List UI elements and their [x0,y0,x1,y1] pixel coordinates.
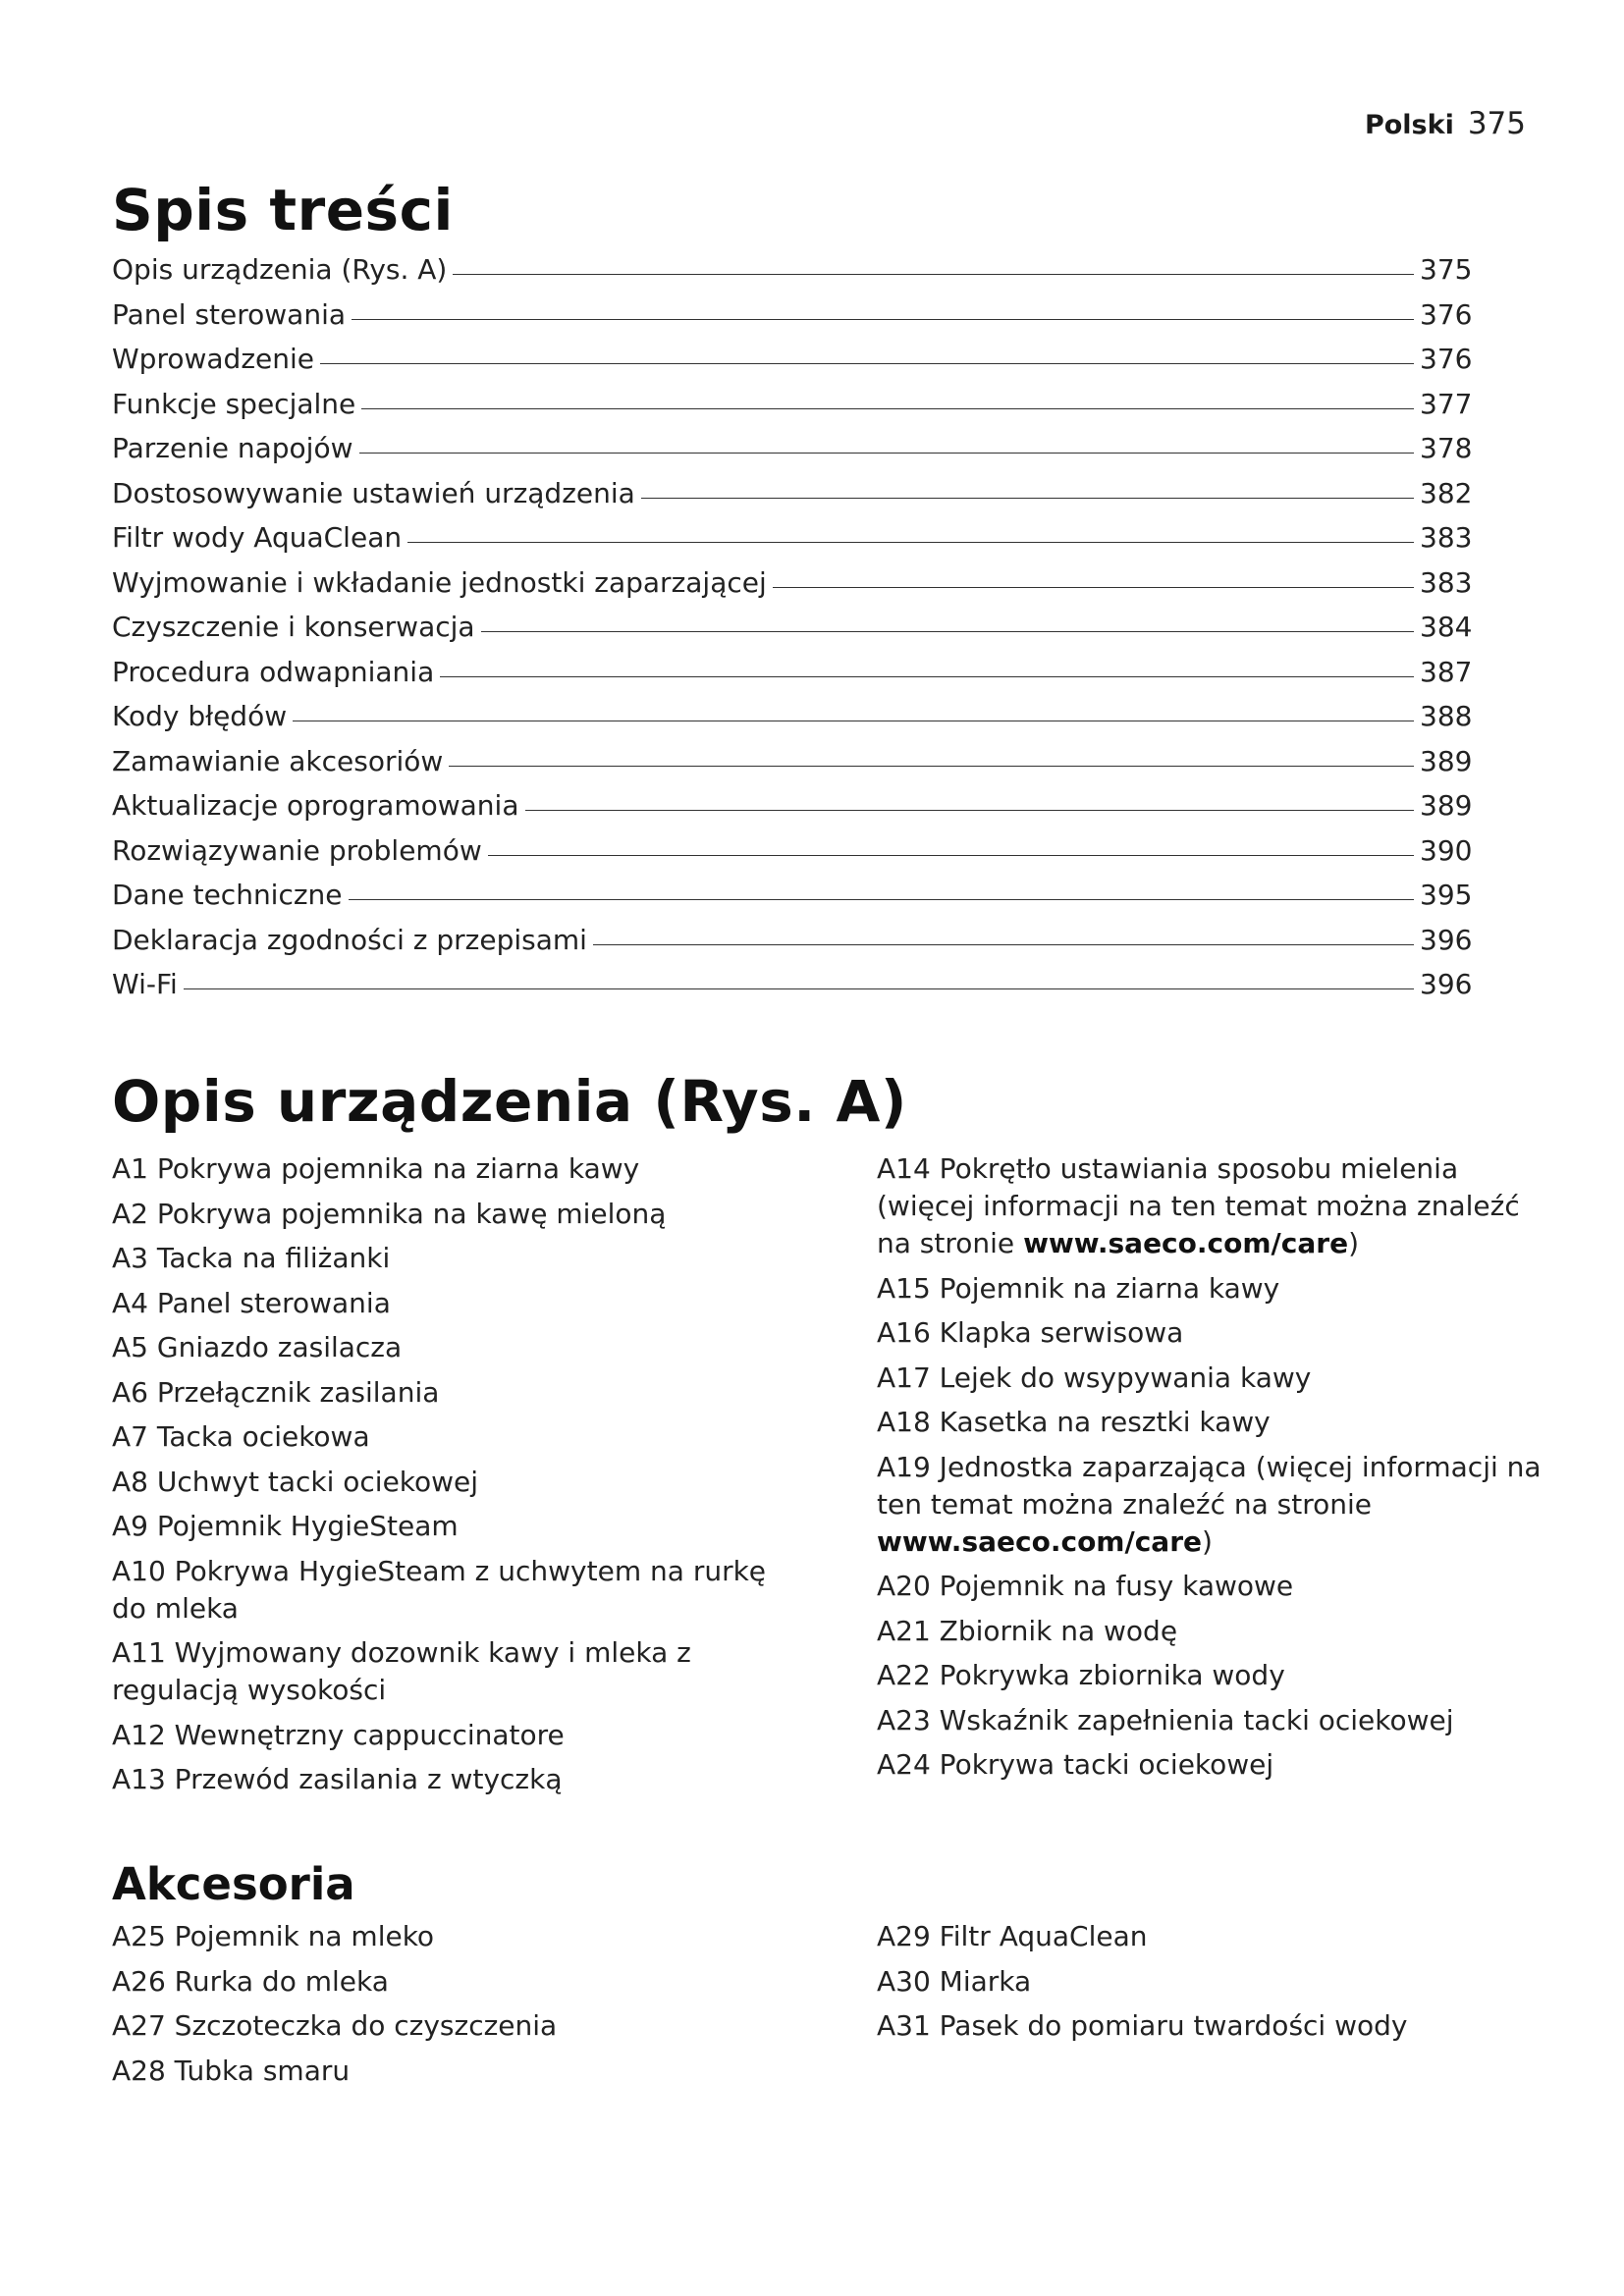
toc-entry-page: 383 [1420,565,1473,599]
toc-entry-title: Procedura odwapniania [112,655,435,688]
toc-entry-title: Kody błędów [112,700,288,732]
toc-heading: Spis treści [112,177,454,243]
toc-entry [112,566,1477,612]
part-item: A9 Pojemnik HygieSteam [112,1510,459,1542]
toc-leader [320,363,1414,364]
toc-entry [112,477,1477,522]
toc-leader [359,453,1415,454]
toc-leader [407,542,1414,543]
accessory-item: A28 Tubka smaru [112,2054,351,2087]
accessory-item: A25 Pojemnik na mleko [112,1920,435,1952]
toc-entry-title: Czyszczenie i konserwacja [112,611,475,643]
toc-entry [112,834,1477,880]
toc-leader [449,766,1414,767]
table-of-contents [112,253,1477,1013]
toc-entry-page: 383 [1420,521,1473,554]
toc-entry [112,879,1477,924]
toc-leader [352,319,1414,320]
saeco-care-link[interactable]: www.saeco.com/care [1023,1227,1349,1259]
toc-leader [641,498,1414,499]
part-text-end: ) [1202,1524,1213,1558]
toc-leader [440,676,1414,677]
part-item: A10 Pokrywa HygieSteam z uchwytem na rurkę do mleka [112,1554,767,1625]
part-item: A16 Klapka serwisowa [877,1316,1184,1349]
accessory-item: A30 Miarka [877,1964,1032,1998]
toc-entry-page: 389 [1420,744,1473,777]
part-item: A13 Przewód zasilania z wtyczką [112,1763,563,1795]
toc-entry-title: Deklaracja zgodności z przepisami [112,923,587,956]
toc-entry-page: 384 [1420,611,1473,643]
running-header [1365,106,1526,141]
toc-entry-title: Funkcje specjalne [112,387,356,420]
toc-entry-page: 375 [1420,253,1473,286]
toc-entry-page: 390 [1420,833,1473,867]
part-item: A4 Panel sterowania [112,1286,391,1319]
part-text-end: ) [1348,1227,1359,1259]
part-item: A18 Kasetka na resztki kawy [877,1406,1271,1438]
part-item: A1 Pokrywa pojemnika na ziarna kawy [112,1152,640,1185]
accessories-heading: Akcesoria [112,1858,355,1910]
toc-leader [349,899,1414,900]
toc-entry [112,611,1477,656]
toc-leader [184,988,1414,989]
toc-entry-page: 387 [1420,655,1473,688]
overview-left-column [112,1150,799,1806]
toc-entry-title: Parzenie napojów [112,432,353,464]
toc-entry [112,656,1477,701]
toc-entry [112,388,1477,433]
part-text: A19 Jednostka zaparzająca (więcej informacji na ten temat można znaleźć na stronie [877,1450,1542,1521]
toc-entry-page: 376 [1420,343,1473,375]
toc-entry-page: 395 [1420,879,1473,911]
toc-entry-page: 382 [1420,476,1473,509]
toc-entry [112,789,1477,834]
toc-leader [453,274,1414,275]
toc-leader [525,810,1415,811]
page-number: 375 [1467,106,1526,141]
part-item: A17 Lejek do wsypywania kawy [877,1361,1312,1394]
language-label: Polski [1364,110,1454,140]
part-item: A22 Pokrywka zbiornika wody [877,1659,1285,1691]
accessories-right-column [877,1918,1544,2053]
toc-entry-page: 389 [1420,789,1473,822]
saeco-care-link[interactable]: www.saeco.com/care [877,1524,1202,1558]
part-item-a14 [877,1150,1544,1262]
toc-entry-title: Filtr wody AquaClean [112,521,403,554]
part-item: A20 Pojemnik na fusy kawowe [877,1570,1294,1602]
part-item-a19 [877,1449,1544,1561]
part-item: A5 Gniazdo zasilacza [112,1331,403,1363]
toc-entry [112,745,1477,790]
toc-leader [488,855,1414,856]
toc-entry-page: 377 [1420,387,1473,420]
overview-right-column [877,1150,1544,1791]
part-item: A7 Tacka ociekowa [112,1420,370,1453]
part-item: A2 Pokrywa pojemnika na kawę mieloną [112,1197,667,1230]
toc-entry [112,253,1477,298]
part-item: A23 Wskaźnik zapełnienia tacki ociekowej [877,1703,1454,1736]
accessories-left-column [112,1918,799,2097]
accessory-item: A31 Pasek do pomiaru twardości wody [877,2009,1408,2042]
toc-entry-title: Rozwiązywanie problemów [112,833,482,867]
part-item: A6 Przełącznik zasilania [112,1375,440,1409]
toc-entry-title: Opis urządzenia (Rys. A) [112,253,448,286]
toc-leader [481,631,1414,632]
toc-entry-title: Wi-Fi [112,968,178,1000]
toc-leader [361,408,1414,409]
toc-entry-page: 378 [1420,432,1473,464]
toc-entry-title: Dane techniczne [112,879,343,911]
toc-entry-title: Wyjmowanie i wkładanie jednostki zaparzającej [112,565,767,599]
toc-entry [112,700,1477,745]
toc-entry-title: Panel sterowania [112,297,346,331]
toc-entry-title: Dostosowywanie ustawień urządzenia [112,476,635,509]
toc-entry [112,432,1477,477]
part-item: A3 Tacka na filiżanki [112,1242,391,1274]
toc-entry-title: Wprowadzenie [112,343,314,375]
toc-entry [112,924,1477,969]
toc-entry-title: Zamawianie akcesoriów [112,744,444,777]
accessory-item: A26 Rurka do mleka [112,1964,389,1998]
part-item: A8 Uchwyt tacki ociekowej [112,1465,479,1498]
overview-heading: Opis urządzenia (Rys. A) [112,1068,907,1135]
toc-entry-page: 376 [1420,297,1473,331]
accessory-item: A27 Szczoteczka do czyszczenia [112,2009,558,2042]
part-item: A15 Pojemnik na ziarna kawy [877,1271,1280,1305]
part-item: A24 Pokrywa tacki ociekowej [877,1748,1274,1781]
part-item: A11 Wyjmowany dozownik kawy i mleka z regulacją wysokości [112,1636,691,1706]
toc-entry [112,968,1477,1013]
part-item: A12 Wewnętrzny cappuccinatore [112,1718,565,1751]
toc-entry-page: 388 [1420,700,1473,732]
accessory-item: A29 Filtr AquaClean [877,1920,1148,1952]
toc-entry [112,298,1477,344]
toc-entry [112,521,1477,566]
toc-leader [773,587,1414,588]
toc-entry-page: 396 [1420,968,1473,1000]
toc-entry [112,343,1477,388]
part-text: A14 Pokrętło ustawiania sposobu mielenia (więcej informacji na ten temat można znaleźć na stronie [877,1152,1520,1259]
part-item: A21 Zbiornik na wodę [877,1614,1178,1647]
toc-entry-title: Aktualizacje oprogramowania [112,789,519,822]
toc-entry-page: 396 [1420,923,1473,956]
toc-leader [593,944,1414,945]
